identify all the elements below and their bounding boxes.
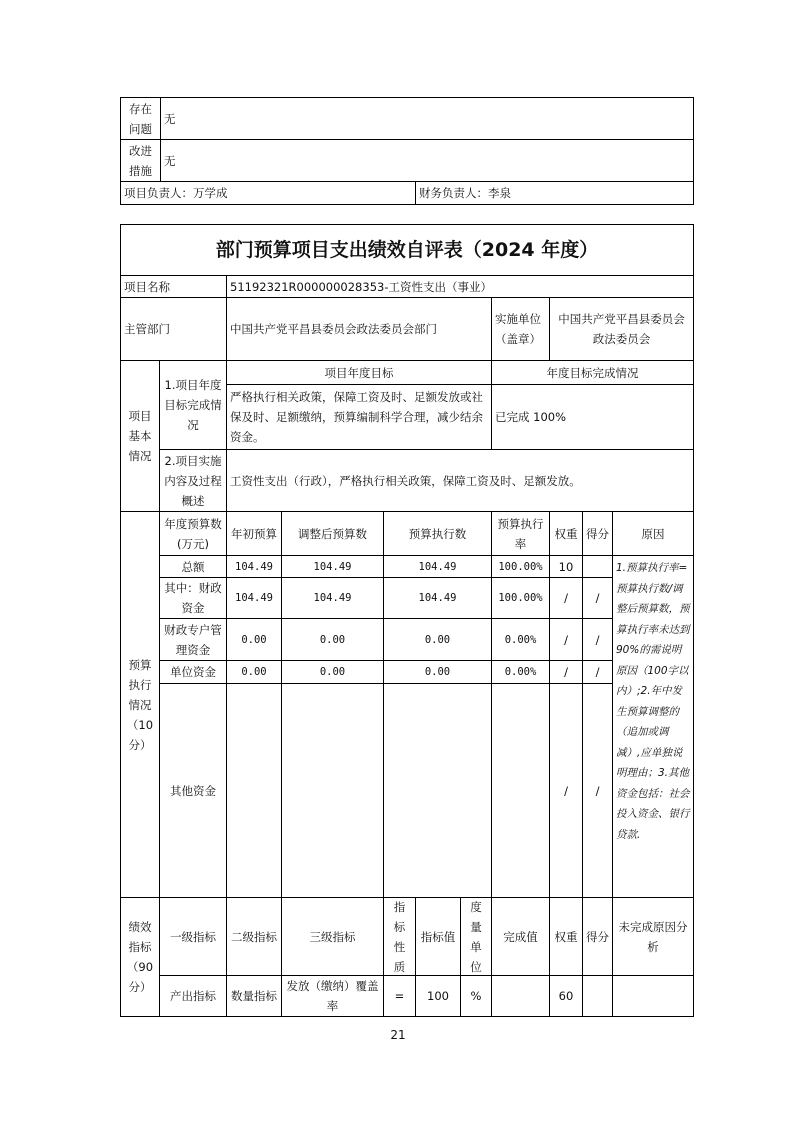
budget-rate: 100.00% — [492, 556, 550, 578]
budget-executed — [384, 684, 492, 898]
budget-rate: 0.00% — [492, 619, 550, 661]
budget-rate: 0.00% — [492, 661, 550, 684]
perf-done — [492, 976, 550, 1017]
budget-header: 预算执行数 — [384, 512, 492, 556]
project-name: 51192321R000000028353-工资性支出（事业） — [227, 276, 694, 298]
issues-label: 存在问题 — [121, 98, 161, 140]
project-lead: 项目负责人：万学成 — [121, 182, 416, 205]
perf-score — [583, 976, 613, 1017]
goal-header: 项目年度目标 — [227, 361, 492, 385]
goal-text: 严格执行相关政策，保障工资及时、足额发放或社保及时、足额缴纳，预算编制科学合理，减少结余资金。 — [227, 385, 492, 450]
perf-nature: = — [384, 976, 416, 1017]
budget-initial: 104.49 — [227, 578, 282, 619]
budget-executed: 104.49 — [384, 556, 492, 578]
budget-header: 得分 — [583, 512, 613, 556]
budget-score: / — [583, 684, 613, 898]
perf-header: 指标值 — [416, 898, 461, 976]
budget-weight: 10 — [550, 556, 583, 578]
perf-level2: 数量指标 — [227, 976, 282, 1017]
form-title: 部门预算项目支出绩效自评表（2024 年度） — [121, 225, 694, 276]
budget-row-name: 财政专户管理资金 — [160, 619, 227, 661]
dept-label: 主管部门 — [121, 298, 227, 361]
self-evaluation-form — [120, 224, 694, 1017]
budget-score — [583, 556, 613, 578]
content-label: 2.项目实施内容及过程概述 — [160, 450, 227, 512]
issues-value: 无 — [161, 98, 694, 140]
goal-label: 1.项目年度目标完成情况 — [160, 361, 227, 450]
budget-executed: 104.49 — [384, 578, 492, 619]
budget-adjusted — [282, 684, 384, 898]
budget-rate — [492, 684, 550, 898]
measures-value: 无 — [161, 140, 694, 182]
budget-row-name: 总额 — [160, 556, 227, 578]
reason-note: 1.预算执行率=预算执行数/调整后预算数，预算执行率未达到90%的需说明原因（100字以内）;2.年中发生预算调整的（追加或调减）,应单独说明理由；3.其他资金包括：社会投入资金、银行贷款. — [613, 556, 694, 898]
budget-adjusted: 0.00 — [282, 619, 384, 661]
perf-label: 绩效指标（90分） — [121, 898, 160, 1017]
budget-label: 预算执行情况（10分） — [121, 512, 160, 898]
budget-weight: / — [550, 578, 583, 619]
perf-header: 度量单位 — [461, 898, 492, 976]
perf-header: 二级指标 — [227, 898, 282, 976]
budget-row-name: 其中：财政资金 — [160, 578, 227, 619]
budget-adjusted: 104.49 — [282, 556, 384, 578]
budget-weight: / — [550, 684, 583, 898]
perf-level1: 产出指标 — [160, 976, 227, 1017]
dept-value: 中国共产党平昌县委员会政法委员会部门 — [227, 298, 492, 361]
budget-header: 原因 — [613, 512, 694, 556]
basic-label: 项目基本情况 — [121, 361, 160, 512]
budget-executed: 0.00 — [384, 619, 492, 661]
budget-initial: 0.00 — [227, 619, 282, 661]
finance-lead: 财务负责人：李泉 — [416, 182, 694, 205]
completion-header: 年度目标完成情况 — [492, 361, 694, 385]
perf-level3: 发放（缴纳）覆盖率 — [282, 976, 384, 1017]
perf-unit: % — [461, 976, 492, 1017]
budget-header: 权重 — [550, 512, 583, 556]
budget-weight: / — [550, 661, 583, 684]
budget-adjusted: 104.49 — [282, 578, 384, 619]
perf-header: 指标性质 — [384, 898, 416, 976]
perf-analysis — [613, 976, 694, 1017]
budget-adjusted: 0.00 — [282, 661, 384, 684]
page-number: 21 — [390, 1028, 406, 1042]
perf-header: 完成值 — [492, 898, 550, 976]
budget-score: / — [583, 661, 613, 684]
perf-weight: 60 — [550, 976, 583, 1017]
project-name-label: 项目名称 — [121, 276, 227, 298]
impl-label: 实施单位（盖章） — [492, 298, 550, 361]
budget-header: 调整后预算数 — [282, 512, 384, 556]
budget-row-name: 其他资金 — [160, 684, 227, 898]
budget-initial — [227, 684, 282, 898]
budget-header: 年初预算 — [227, 512, 282, 556]
perf-value: 100 — [416, 976, 461, 1017]
budget-score: / — [583, 619, 613, 661]
budget-initial: 104.49 — [227, 556, 282, 578]
perf-header: 权重 — [550, 898, 583, 976]
perf-header: 未完成原因分析 — [613, 898, 694, 976]
content-text: 工资性支出（行政），严格执行相关政策，保障工资及时、足额发放。 — [227, 450, 694, 512]
budget-executed: 0.00 — [384, 661, 492, 684]
budget-row-name: 单位资金 — [160, 661, 227, 684]
impl-value: 中国共产党平昌县委员会政法委员会 — [550, 298, 694, 361]
perf-header: 一级指标 — [160, 898, 227, 976]
budget-weight: / — [550, 619, 583, 661]
budget-rate: 100.00% — [492, 578, 550, 619]
issues-table — [120, 97, 694, 205]
budget-score: / — [583, 578, 613, 619]
perf-header: 三级指标 — [282, 898, 384, 976]
perf-header: 得分 — [583, 898, 613, 976]
measures-label: 改进措施 — [121, 140, 161, 182]
completion-text: 已完成 100% — [492, 385, 694, 450]
budget-header: 年度预算数(万元) — [160, 512, 227, 556]
budget-initial: 0.00 — [227, 661, 282, 684]
budget-header: 预算执行率 — [492, 512, 550, 556]
